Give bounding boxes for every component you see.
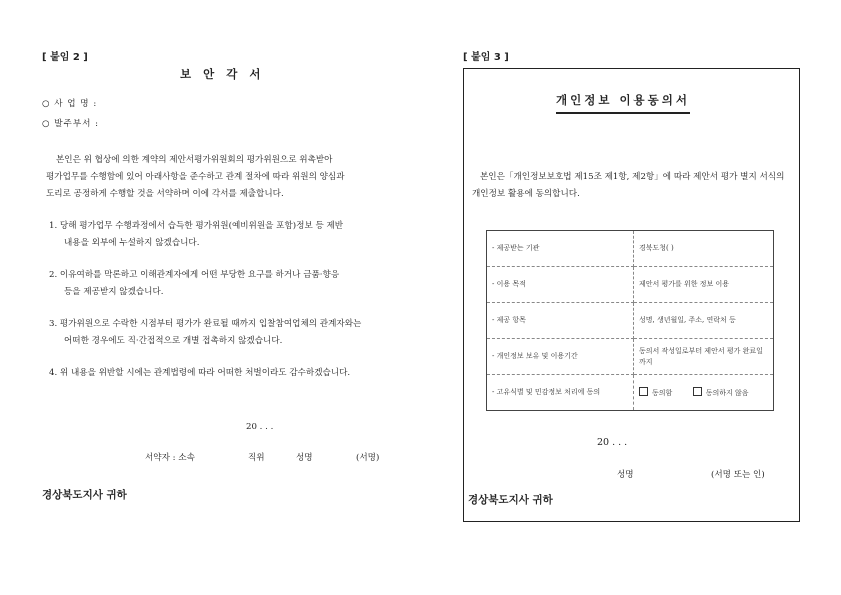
- consent-date: 20 . . .: [597, 437, 628, 448]
- intro-line: 본인은 위 협상에 의한 계약의 제안서평가위원회의 평가위원으로 위촉받아: [56, 155, 333, 165]
- consent-signature-label: (서명 또는 인): [711, 470, 765, 480]
- consent-intro-line: 개인정보 활용에 동의합니다.: [472, 189, 580, 199]
- pledge-item-1: 1. 당해 평가업무 수행과정에서 습득한 평가위원(예비위원을 포함)정보 등 제반: [49, 221, 344, 231]
- row-value: 동의서 작성일로부터 제안서 평가 완료일 까지: [634, 339, 774, 375]
- row-label: - 개인정보 보유 및 이용기간: [487, 339, 634, 375]
- disagree-checkbox[interactable]: [693, 387, 702, 396]
- consent-name-label: 성명: [617, 470, 634, 480]
- pledge-item-3-cont: 어떠한 경우에도 직·간접적으로 개별 접촉하지 않겠습니다.: [64, 336, 283, 346]
- table-row: [487, 375, 774, 411]
- attachment-2-label: [ 붙임 2 ]: [42, 52, 88, 63]
- row-value: 성명, 생년월일, 주소, 연락처 등: [634, 303, 774, 339]
- row-value: 제안서 평가를 위한 정보 이용: [634, 267, 774, 303]
- table-row: [487, 231, 774, 267]
- signer-position-label: 직위: [248, 453, 265, 463]
- row-label: - 제공 항목: [487, 303, 634, 339]
- row-label: - 제공받는 기관: [487, 231, 634, 267]
- consent-form-title: 개인정보 이용동의서: [556, 92, 690, 114]
- table-row: [487, 267, 774, 303]
- intro-line: 평가업무를 수행함에 있어 아래사항을 준수하고 관계 절차에 따라 위원의 양심과: [46, 172, 345, 182]
- row-label: - 이용 목적: [487, 267, 634, 303]
- signature-label: (서명): [356, 453, 380, 463]
- pledge-item-4: 4. 위 내용을 위반할 시에는 관계법령에 따라 어떠한 처벌이라도 감수하겠습니다.: [49, 368, 351, 378]
- table-row: [487, 339, 774, 375]
- pledge-item-1-cont: 내용을 외부에 누설하지 않겠습니다.: [64, 238, 200, 248]
- consent-table: [486, 230, 774, 411]
- pledge-item-2: 2. 이유여하를 막론하고 이해관계자에게 어떤 부당한 요구를 하거나 금품·향응: [49, 270, 340, 280]
- agree-checkbox[interactable]: [639, 387, 648, 396]
- pledge-item-2-cont: 등을 제공받지 않겠습니다.: [64, 287, 164, 297]
- ordering-dept-field: ○ 발주부서 :: [42, 119, 100, 129]
- pledge-date: 20 . . .: [246, 422, 274, 432]
- project-name-field: ○ 사 업 명 :: [42, 99, 98, 109]
- intro-line: 도리로 공정하게 수행할 것을 서약하며 이에 각서를 제출합니다.: [46, 189, 284, 199]
- left-addressee: 경상북도지사 귀하: [42, 489, 127, 501]
- consent-choice: [634, 375, 774, 411]
- row-value: 경북도청( ): [634, 231, 774, 267]
- signer-name-label: 성명: [296, 453, 313, 463]
- row-label: - 고유식별 및 민감정보 처리에 동의: [487, 375, 634, 411]
- security-pledge-title: 보 안 각 서: [180, 67, 265, 81]
- table-row: [487, 303, 774, 339]
- attachment-3-label: [ 붙임 3 ]: [463, 52, 509, 63]
- signer-affiliation-label: 서약자 : 소속: [145, 453, 195, 463]
- agree-label: 동의함: [652, 388, 673, 397]
- pledge-item-3: 3. 평가위원으로 수락한 시점부터 평가가 완료될 때까지 입찰참여업체의 관계자와는: [49, 319, 362, 329]
- disagree-label: 동의하지 않음: [705, 388, 749, 397]
- right-addressee: 경상북도지사 귀하: [468, 494, 553, 506]
- consent-intro-line: 본인은「개인정보보호법 제15조 제1항, 제2항」에 따라 제안서 평가 별지 서식의: [480, 172, 785, 182]
